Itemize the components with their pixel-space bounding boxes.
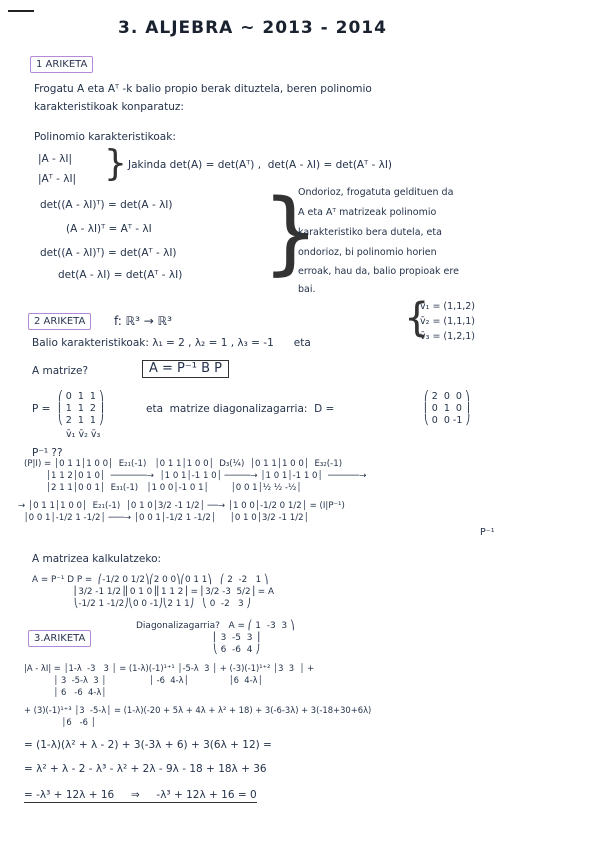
ex2-d-row-2: ⎜ 0 1 0 ⎟ (424, 403, 470, 414)
ex1-conclusion-6: bai. (298, 284, 316, 295)
ex1-conclusion-1: Ondorioz, frogatuta geldituen da (298, 187, 454, 198)
ex2-p-row-2: ⎜ 1 1 2 ⎟ (58, 403, 104, 414)
ex1-subtitle: Polinomio karakteristikoak: (34, 131, 176, 143)
corner-dash (8, 10, 34, 12)
ex2-vector-labels: v̄₁ v̄₂ v̄₃ (66, 429, 101, 440)
ex2-gauss-row-5: │0 0 1│-1/2 1 -1/2│ ───→ │0 0 1│-1/2 1 -1/2│ │0 1 0│3/2 -1 1/2│ (18, 513, 309, 523)
ex2-vector-3: v̄₃ = (1,2,1) (420, 331, 476, 342)
ex1-statement-line-1: Frogatu A eta Aᵀ -k balio propio berak dituztela, beren polinomio (34, 83, 372, 95)
ex2-gauss-row-3: │2 1 1│0 0 1│ E₃₁(-1) │1 0 0│-1 0 1│ │0 0 1│½ ½ -½│ (24, 483, 302, 493)
ex1-eq-3: det((A - λI)ᵀ) = det(Aᵀ - λI) (40, 247, 177, 259)
ex2-p-row-1: ⎛ 0 1 1 ⎞ (58, 391, 104, 402)
ex2-brace: { (404, 295, 430, 341)
ex2-vector-1: v̄₁ = (1,1,2) (420, 301, 476, 312)
ex3-line-4: + (3)(-1)¹⁺³ │3 -5-λ│ = (1-λ)(-20 + 5λ + 4λ + λ² + 18) + 3(-6-3λ) + 3(-18+30+6λ) (24, 705, 372, 715)
ex2-pinv-question: P⁻¹ ?? (32, 447, 63, 459)
ex2-p-row-3: ⎝ 2 1 1 ⎠ (58, 415, 104, 426)
ex2-pinv-underlabel: P⁻¹ (480, 527, 495, 538)
ex3-line-3: │ 6 -6 4-λ│ (24, 687, 107, 697)
ex2-p-label: P = (32, 403, 51, 415)
ex1-eq-4: det(A - λI) = det(Aᵀ - λI) (58, 269, 183, 281)
ex3-line-5: │6 -6 │ (24, 717, 96, 727)
ex3-question-2: ⎜ 3 -5 3 ⎟ (136, 633, 260, 643)
ex2-formula-box: A = P⁻¹ B P (142, 360, 229, 378)
ex1-brace-2: } (262, 180, 320, 285)
ex2-product-row-1: A = P⁻¹ D P = ⎛-1/2 0 1/2⎞⎛2 0 0⎞⎛0 1 1⎞ ⎛ 2 -2 1 ⎞ (32, 575, 269, 585)
ex3-line-2: │ 3 -5-λ 3 │ │ -6 4-λ│ │6 4-λ│ (24, 675, 263, 685)
ex1-det-a: |A - λI| (38, 153, 73, 165)
ex1-eq-1: det((A - λI)ᵀ) = det(A - λI) (40, 199, 173, 211)
ex1-jakinda: Jakinda det(A) = det(Aᵀ) , det(A - λI) = det(Aᵀ - λI) (128, 159, 393, 171)
ex3-line-6: = (1-λ)(λ² + λ - 2) + 3(-3λ + 6) + 3(6λ + 12) = (24, 739, 272, 751)
ex1-conclusion-4: ondorioz, bi polinomio horien (298, 247, 437, 258)
ex2-map: f: ℝ³ → ℝ³ (114, 314, 172, 328)
ex2-d-row-1: ⎛ 2 0 0 ⎞ (424, 391, 470, 402)
ex1-statement-line-2: karakteristikoak konparatuz: (34, 101, 184, 113)
ex1-conclusion-3: karakteristiko bera dutela, eta (298, 227, 442, 238)
ex2-d-row-3: ⎝ 0 0 -1 ⎠ (424, 415, 471, 426)
exercise-2-label: 2 ARIKETA (28, 313, 91, 330)
ex2-vector-2: v̄₂ = (1,1,1) (420, 316, 476, 327)
ex1-conclusion-5: erroak, hau da, balio propioak ere (298, 266, 459, 277)
exercise-3-label: 3.ARIKETA (28, 630, 91, 647)
ex2-eigenvalues: Balio karakteristikoak: λ₁ = 2 , λ₂ = 1 , λ₃ = -1 eta (32, 337, 311, 349)
ex2-product-row-2: ⎜3/2 -1 1/2⎟⎜0 1 0⎟⎜1 1 2⎟ = ⎜3/2 -3 5/2⎟ = A (32, 587, 274, 597)
ex2-product-row-3: ⎝-1/2 1 -1/2⎠⎝0 0 -1⎠⎝2 1 1⎠ ⎝ 0 -2 3 ⎠ (32, 599, 251, 609)
ex2-calc-title: A matrizea kalkulatzeko: (32, 553, 162, 565)
ex1-eq-2: (A - λI)ᵀ = Aᵀ - λI (66, 223, 152, 235)
ex2-gauss-row-1: (P|I) = │0 1 1│1 0 0│ E₂₁(-1) │0 1 1│1 0 0│ D₃(¼) │0 1 1│1 0 0│ E₃₂(-1) (24, 459, 343, 469)
ex3-question-1: Diagonalizagarria? A = ⎛ 1 -3 3 ⎞ (136, 621, 295, 631)
exercise-1-label: 1 ARIKETA (30, 56, 93, 73)
ex3-line-8: = -λ³ + 12λ + 16 ⇒ -λ³ + 12λ + 16 = 0 (24, 789, 257, 801)
ex3-question-3: ⎝ 6 -6 4 ⎠ (136, 645, 260, 655)
ex1-det-at: |Aᵀ - λI| (38, 173, 77, 185)
ex3-line-1: |A - λI| = │1-λ -3 3 │ = (1-λ)(-1)¹⁺¹ │-5-λ 3 │ + (-3)(-1)¹⁺² │3 3 │ + (24, 663, 315, 673)
page-title: 3. ALJEBRA ~ 2013 - 2014 (118, 18, 387, 38)
ex1-brace-1: } (104, 143, 127, 184)
ex2-diag-text: eta matrize diagonalizagarria: D = (146, 403, 335, 415)
ex2-gauss-row-4: → │0 1 1│1 0 0│ E₂₁(-1) │0 1 0│3/2 -1 1/2│ ──→ │1 0 0│-1/2 0 1/2│ = (I|P⁻¹) (18, 501, 345, 511)
ex2-gauss-row-2: │1 1 2│0 1 0│ ───────→ │1 0 1│-1 1 0│ ─────→ │1 0 1│-1 1 0│ ──────→ (24, 471, 367, 481)
ex1-conclusion-2: A eta Aᵀ matrizeak polinomio (298, 207, 437, 218)
ex3-line-7: = λ² + λ - 2 - λ³ - λ² + 2λ - 9λ - 18 + 18λ + 36 (24, 763, 267, 775)
ex2-question: A matrize? (32, 365, 89, 377)
